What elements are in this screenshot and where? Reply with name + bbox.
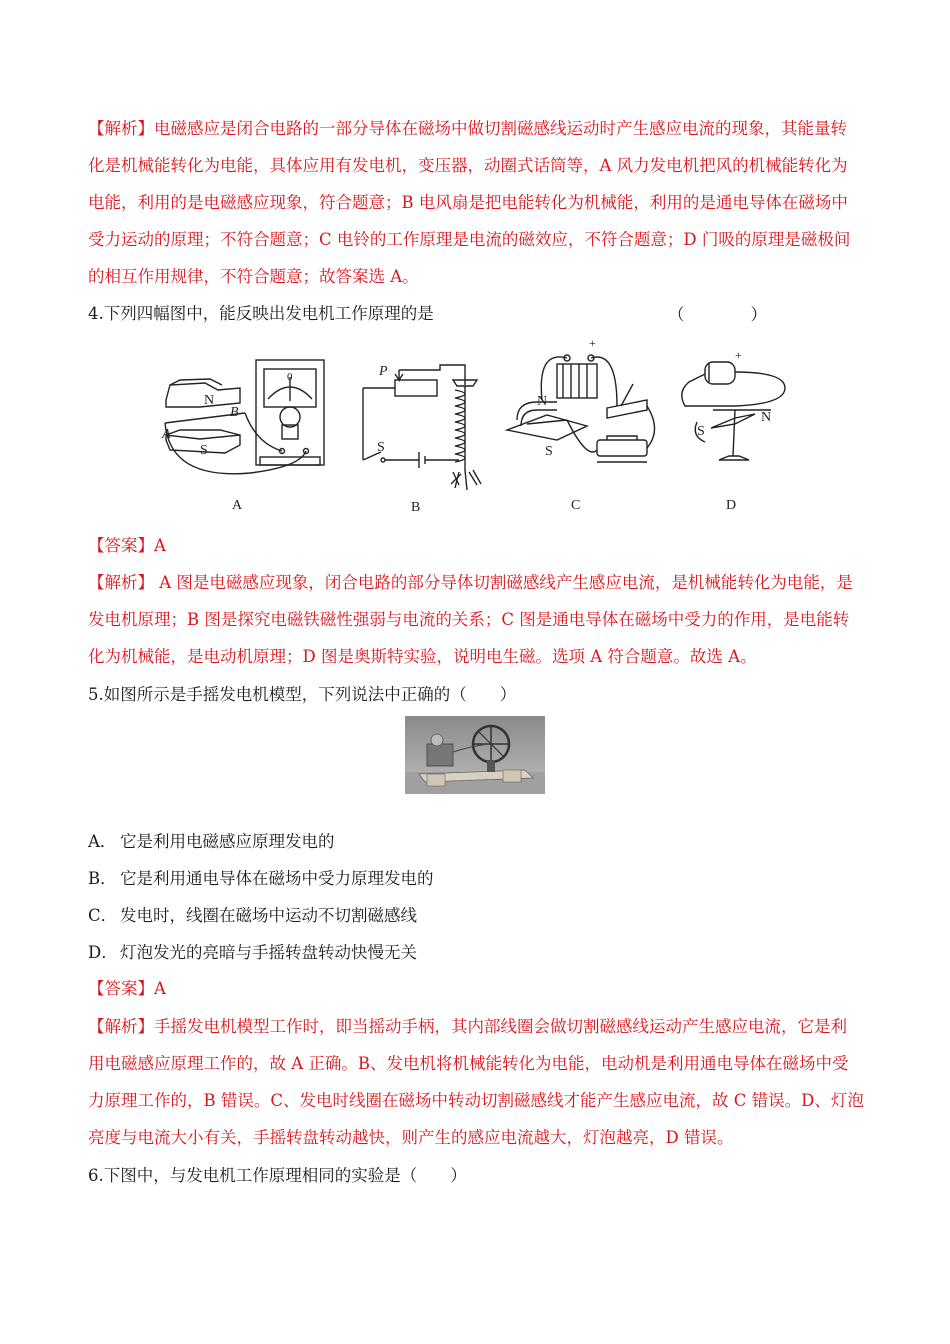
label-plus: + [735, 348, 742, 362]
label-s: S [200, 443, 208, 458]
q5-stem [88, 676, 868, 713]
label-zero: 0 [287, 371, 293, 383]
analysis-line: 电能，利用的是电磁感应现象，符合题意；B 电风扇是把电能转化为机械能，利用的是通电导体在磁场中 [88, 193, 848, 212]
analysis-line: 力原理工作的，B 错误。C、发电时线圈在磁场中转动切割磁感线才能产生感应电流，故 C 错误。D、灯泡 [88, 1091, 864, 1110]
figure-a-induction-experiment [160, 355, 335, 480]
answer-paren: （ ） [668, 305, 767, 324]
analysis-line: 【解析】电磁感应是闭合电路的一部分导体在磁场中做切割磁感线运动时产生感应电流的现象，其能量转 [88, 119, 847, 138]
figure-label-d: D [726, 498, 737, 513]
option-text: 发电时，线圈在磁场中运动不切割磁感线 [120, 906, 417, 925]
analysis-line: 亮度与电流大小有关，手摇转盘转动越快，则产生的感应电流越大，灯泡越亮，D 错误。 [88, 1128, 734, 1147]
option-text: 灯泡发光的亮暗与手摇转盘转动快慢无关 [120, 943, 417, 962]
hand-crank-generator-photo [405, 716, 545, 794]
q5-option-a [88, 830, 335, 854]
figure-label-c: C [571, 498, 581, 513]
label-n: N [537, 394, 548, 409]
option-key: D． [88, 943, 118, 962]
label-a: A [162, 427, 171, 442]
option-key: A． [88, 832, 117, 851]
option-key: B． [88, 869, 117, 888]
question-text: 6.下图中，与发电机工作原理相同的实验是（ ） [88, 1166, 467, 1185]
analysis-line: 用电磁感应原理工作的，故 A 正确。B、发电机将机械能转化为电能，电动机是利用通电导体在磁场中受 [88, 1054, 849, 1073]
answer-text: 【答案】A [88, 979, 166, 998]
analysis-line: 发电机原理；B 图是探究电磁铁磁性强弱与电流的关系；C 图是通电导体在磁场中受力的作用，是电能转 [88, 610, 850, 629]
figure-b-electromagnet [355, 360, 485, 495]
label-n: N [204, 393, 215, 408]
question-text: 4.下列四幅图中，能反映出发电机工作原理的是 [88, 304, 434, 323]
option-text: 它是利用通电导体在磁场中受力原理发电的 [120, 869, 434, 888]
option-key: C． [88, 906, 118, 925]
label-b: B [230, 405, 239, 420]
label-s: S [545, 444, 553, 459]
analysis-line: 【解析】手摇发电机模型工作时，即当摇动手柄，其内部线圈会做切割磁感线运动产生感应电流，它是利 [88, 1017, 847, 1036]
q5-option-c [88, 904, 417, 928]
q5-option-d [88, 941, 417, 965]
question-text: 5.如图所示是手摇发电机模型，下列说法中正确的（ ） [88, 685, 517, 704]
figure-d-oersted-experiment [675, 348, 790, 472]
option-text: 它是利用电磁感应原理发电的 [120, 832, 335, 851]
q5-option-b [88, 867, 434, 891]
analysis-line: 受力运动的原理；不符合题意；C 电铃的工作原理是电流的磁效应，不符合题意；D 门吸的原理是磁极间 [88, 230, 851, 249]
figure-label-a: A [232, 498, 243, 513]
q4-analysis [88, 564, 868, 675]
label-s: S [697, 424, 705, 439]
q6-stem [88, 1157, 868, 1194]
label-s: S [377, 440, 385, 455]
q4-answer [88, 527, 868, 564]
analysis-line: 化为机械能，是电动机原理；D 图是奥斯特实验，说明电生磁。选项 A 符合题意。故选 A。 [88, 647, 757, 666]
analysis-line: 化是机械能转化为电能，具体应用有发电机，变压器，动圈式话筒等，A 风力发电机把风的机械能转化为 [88, 156, 848, 175]
analysis-line: 的相互作用规律，不符合题意；故答案选 A。 [88, 267, 419, 286]
label-p: P [379, 364, 388, 379]
q3-analysis [88, 110, 868, 295]
q5-answer [88, 970, 868, 1007]
label-n: N [761, 410, 772, 425]
figure-label-b: B [411, 500, 421, 515]
q5-analysis [88, 1008, 868, 1156]
figure-c-motor-principle [497, 336, 667, 475]
answer-text: 【答案】A [88, 536, 166, 555]
label-plus: + [589, 336, 596, 350]
analysis-line: 【解析】 A 图是电磁感应现象，闭合电路的部分导体切割磁感线产生感应电流，是机械能转化为电能，是 [88, 573, 853, 592]
